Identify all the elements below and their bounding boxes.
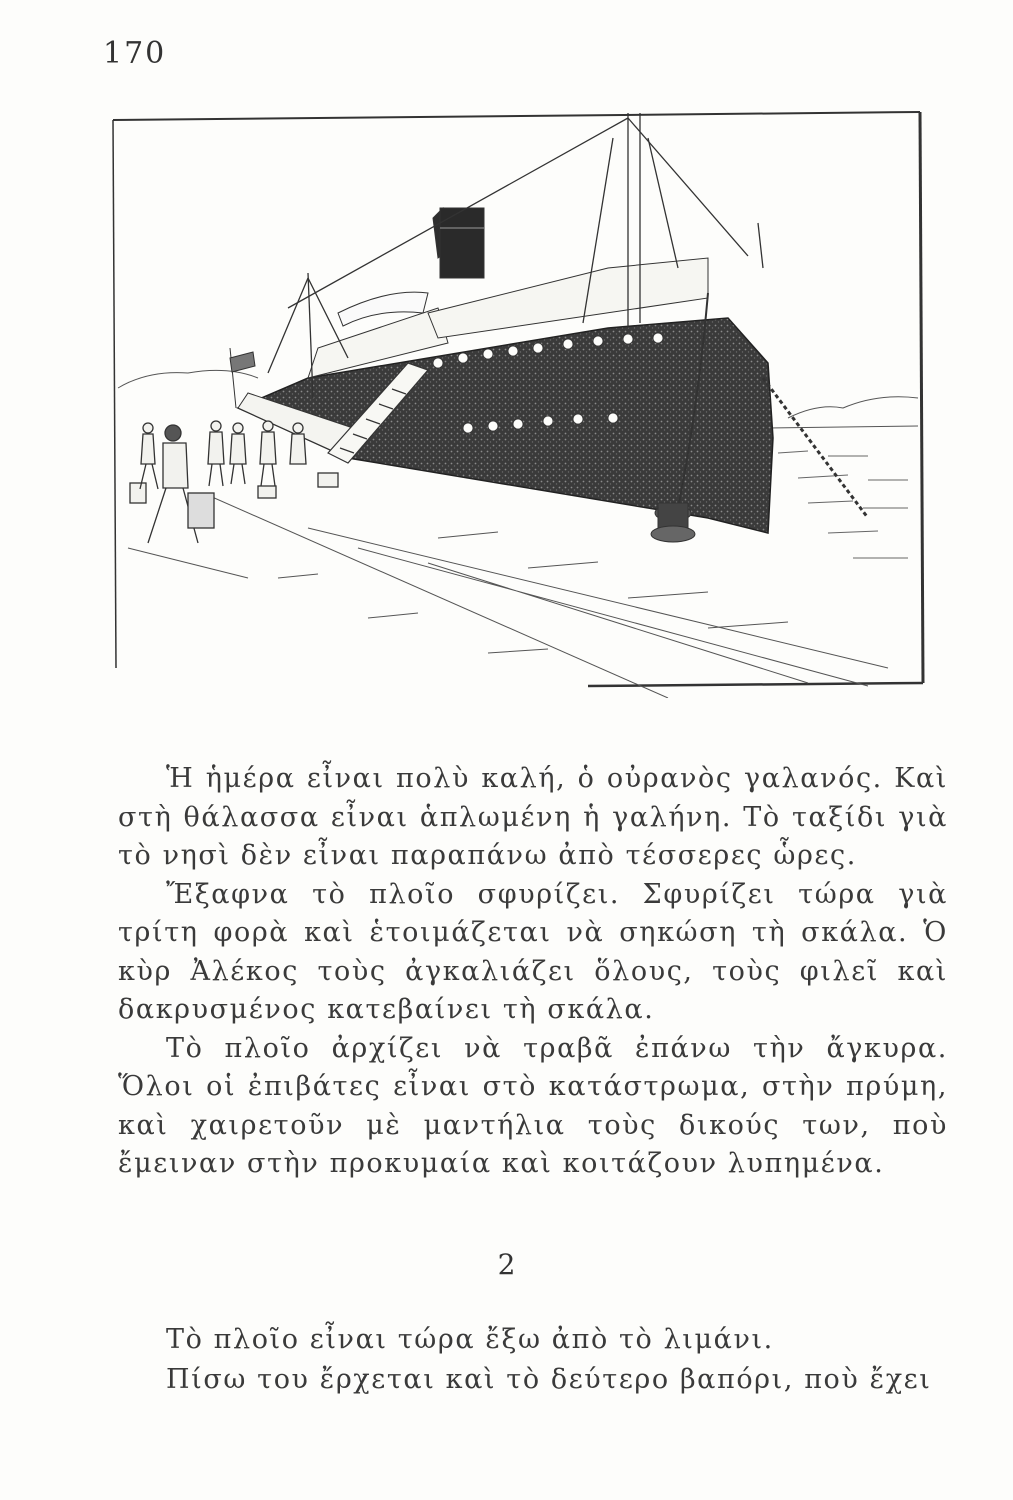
paragraph-1: Ἡ ἡμέρα εἶναι πολὺ καλή, ὁ οὐρανὸς γαλανός. Καὶ στὴ θάλασσα εἶναι ἁπλωμένη ἡ γαλήνη. Τὸ ταξίδι γιὰ τὸ νησὶ δὲν εἶναι παραπάνω ἀπὸ τέσσερες ὧρες.: [118, 763, 948, 871]
paragraph-2: Ἔξαφνα τὸ πλοῖο σφυρίζει. Σφυρίζει τώρα γιὰ τρίτη φορὰ καὶ ἑτοιμάζεται νὰ σηκώση τὴ σκάλα. Ὁ κὺρ Ἀλέκος τοὺς ἀγκαλιάζει ὅλους, τοὺς φιλεῖ καὶ δακρυσμένος κατεβαίνει τὴ σκάλα.: [118, 878, 948, 1025]
figure-3: [208, 421, 224, 486]
ship-drawing: [108, 108, 928, 698]
section-2-line-2: Πίσω του ἔρχεται καὶ τὸ δεύτερο βαπόρι, ποὺ ἔχει: [166, 1364, 932, 1395]
luggage: [318, 473, 338, 487]
figure-4: [230, 423, 246, 484]
ship-illustration: [108, 108, 928, 698]
paragraphs: [118, 760, 948, 1184]
page-number: 170: [103, 36, 167, 71]
figure-2: [140, 423, 158, 489]
section-2-line-1: Τὸ πλοῖο εἶναι τώρα ἔξω ἀπὸ τὸ λιμάνι.: [166, 1324, 774, 1355]
paragraph-3: Τὸ πλοῖο ἀρχίζει νὰ τραβᾶ ἐπάνω τὴν ἄγκυρα. Ὅλοι οἱ ἐπιβάτες εἶναι στὸ κατάστρωμα, στὴν πρύμη, καὶ χαιρετοῦν μὲ μαντήλια τοὺς δικούς των, ποὺ ἔμειναν στὴν προκυμαία καὶ κοιτάζουν λυπημένα.: [118, 1032, 948, 1179]
luggage: [258, 486, 276, 498]
quay: [128, 493, 888, 698]
section-number: 2: [497, 1248, 516, 1281]
sea-waves: [778, 451, 908, 558]
section-2-text: [118, 1320, 948, 1400]
figure-5: [260, 421, 276, 486]
